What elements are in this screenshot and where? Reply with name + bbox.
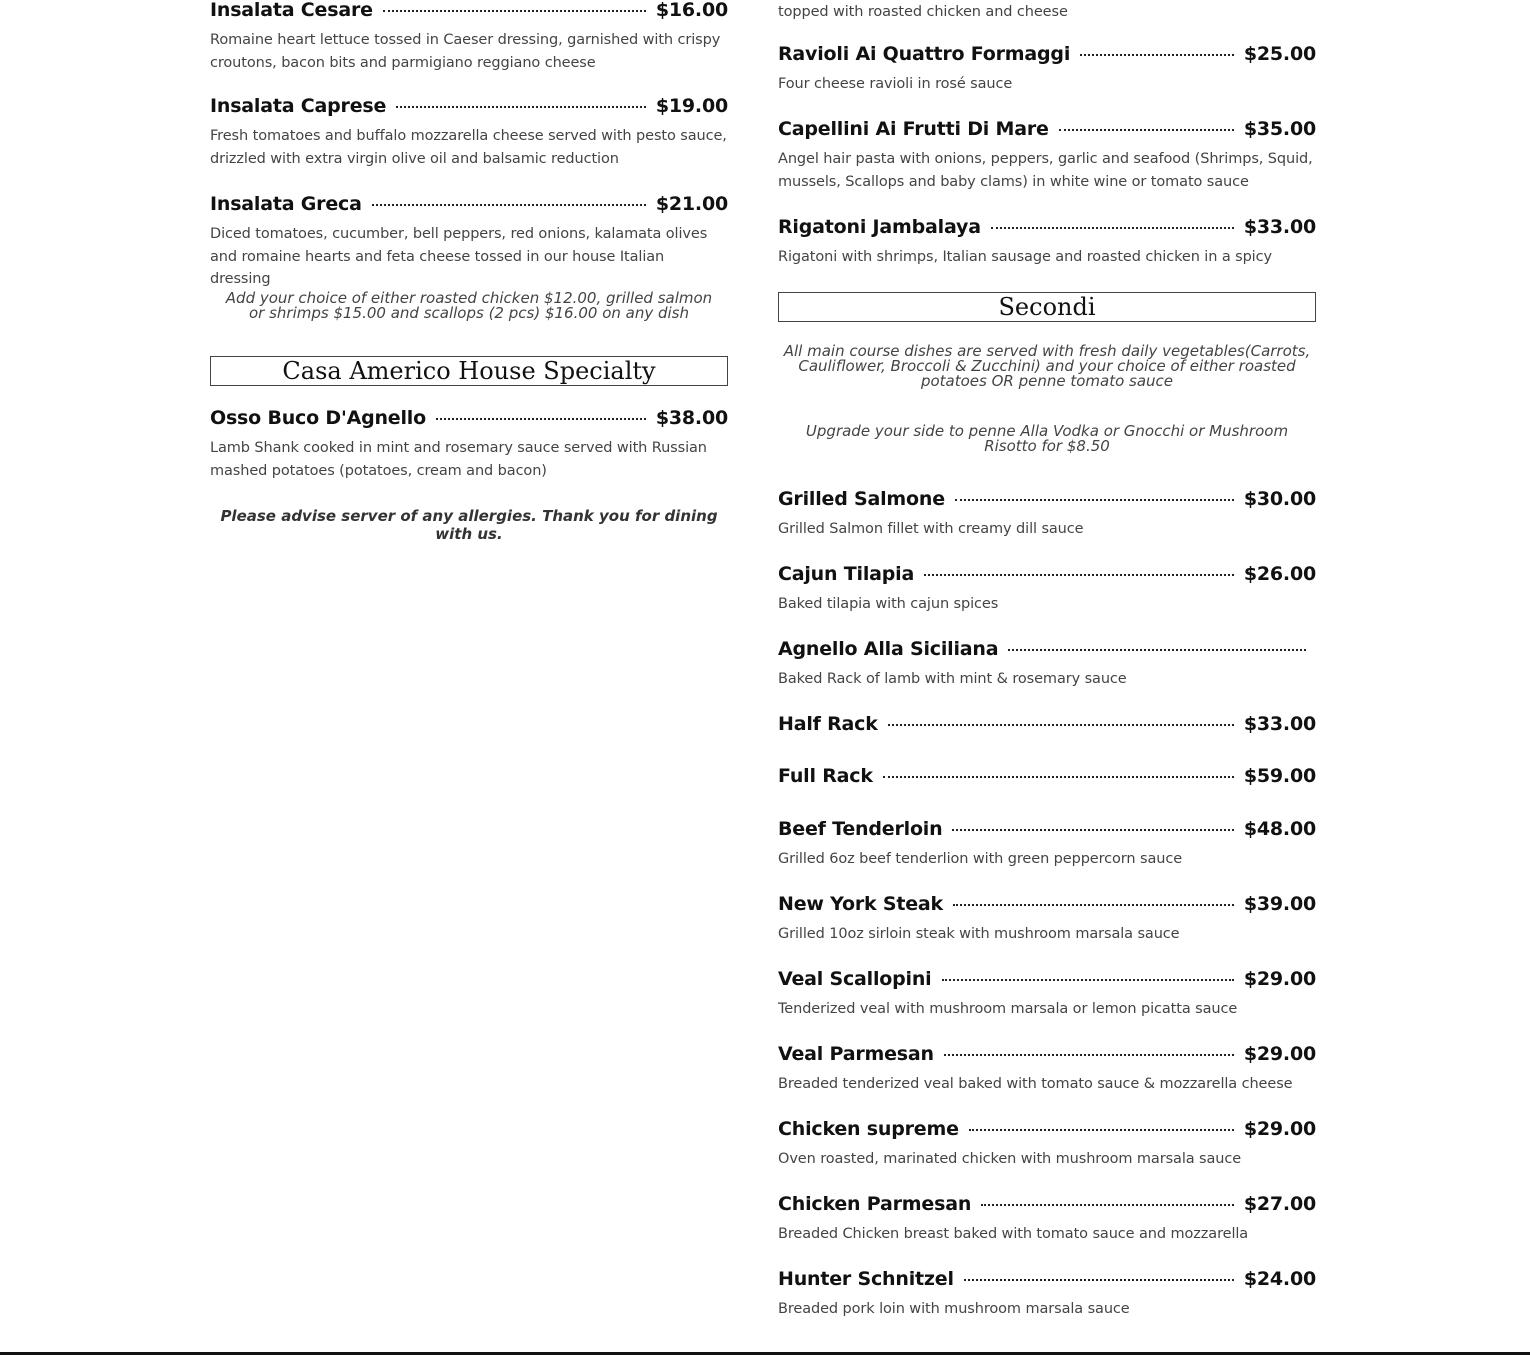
item-description: Breaded pork loin with mushroom marsala sauce	[778, 1301, 1130, 1317]
item-price: $33.00	[1243, 216, 1316, 238]
item-name: Ravioli Ai Quattro Formaggi	[778, 43, 1071, 65]
dotted-leader	[953, 904, 1234, 906]
item-price: $59.00	[1243, 765, 1316, 787]
item-price: $21.00	[655, 193, 728, 215]
item-price: $27.00	[1243, 1193, 1316, 1215]
item-description: Oven roasted, marinated chicken with mushroom marsala sauce	[778, 1151, 1242, 1167]
dotted-leader	[436, 418, 646, 420]
dotted-leader	[991, 227, 1234, 229]
secondi-sides-note: All main course dishes are served with fresh daily vegetables(Carrots, Cauliflower, Broccoli & Zucchini) and your choice of either roasted potatoes OR penne tomato sauce	[783, 342, 1311, 390]
allergy-note: Please advise server of any allergies. Thank you for dining with us.	[220, 507, 718, 543]
item-price: $26.00	[1243, 563, 1316, 585]
menu-item-full-rack	[778, 763, 1316, 789]
item-price: $29.00	[1243, 1118, 1316, 1140]
dotted-leader	[888, 724, 1234, 726]
dotted-leader	[964, 1279, 1234, 1281]
item-name: Hunter Schnitzel	[778, 1268, 954, 1290]
menu-item-insalata-caprese	[210, 93, 728, 170]
menu-item-half-rack	[778, 711, 1316, 737]
menu-item-rigatoni	[778, 214, 1316, 269]
dotted-leader	[955, 499, 1234, 501]
menu-item-grilled-salmone	[778, 486, 1316, 541]
menu-item-new-york-steak	[778, 891, 1316, 946]
item-description: Grilled 6oz beef tenderlion with green peppercorn sauce	[778, 851, 1183, 867]
item-name: Half Rack	[778, 713, 878, 735]
item-name: Beef Tenderloin	[778, 818, 943, 840]
item-description: Four cheese ravioli in rosé sauce	[778, 76, 1013, 92]
dotted-leader	[383, 10, 646, 12]
dotted-leader	[969, 1129, 1234, 1131]
dotted-leader	[924, 574, 1234, 576]
item-name: New York Steak	[778, 893, 943, 915]
secondi-upgrade-note: Upgrade your side to penne Alla Vodka or Gnocchi or Mushroom Risotto for $8.50	[805, 422, 1289, 455]
item-name: Veal Parmesan	[778, 1043, 934, 1065]
item-description: Angel hair pasta with onions, peppers, garlic and seafood (Shrimps, Squid, mussels, Scallops and baby clams) in white wine or tomato sauce	[778, 151, 1313, 190]
menu-item-beef-tenderloin	[778, 816, 1316, 871]
item-description: Tenderized veal with mushroom marsala or lemon picatta sauce	[778, 1001, 1238, 1017]
item-description: Romaine heart lettuce tossed in Caeser dressing, garnished with crispy croutons, bacon bits and parmigiano reggiano cheese	[210, 32, 721, 71]
menu-item-insalata-cesare	[210, 0, 728, 74]
item-price: $35.00	[1243, 118, 1316, 140]
dotted-leader	[1008, 649, 1306, 651]
dotted-leader	[981, 1204, 1234, 1206]
item-price: $30.00	[1243, 488, 1316, 510]
item-description: Grilled 10oz sirloin steak with mushroom marsala sauce	[778, 926, 1180, 942]
menu-item-chicken-supreme	[778, 1116, 1316, 1171]
continued-description: topped with roasted chicken and cheese	[778, 4, 1068, 20]
dotted-leader	[372, 204, 646, 206]
menu-item-osso-buco	[210, 405, 728, 482]
item-name: Grilled Salmone	[778, 488, 945, 510]
menu-item-ravioli	[778, 41, 1316, 96]
item-description: Breaded Chicken breast baked with tomato sauce and mozzarella	[778, 1226, 1249, 1242]
item-name: Cajun Tilapia	[778, 563, 915, 585]
menu-item-insalata-greca	[210, 191, 728, 291]
menu-item-capellini	[778, 116, 1316, 193]
dotted-leader	[942, 979, 1234, 981]
menu-item-veal-scallopini	[778, 966, 1316, 1021]
dotted-leader	[1059, 129, 1234, 131]
item-price: $48.00	[1243, 818, 1316, 840]
item-price: $16.00	[655, 0, 728, 21]
menu-item-chicken-parmesan	[778, 1191, 1316, 1246]
item-name: Osso Buco D'Agnello	[210, 407, 426, 429]
item-price: $19.00	[655, 95, 728, 117]
item-description: Rigatoni with shrimps, Italian sausage and roasted chicken in a spicy	[778, 249, 1272, 265]
item-price: $25.00	[1243, 43, 1316, 65]
menu-item-hunter-schnitzel	[778, 1266, 1316, 1321]
item-description: Baked tilapia with cajun spices	[778, 596, 999, 612]
menu-item-cajun-tilapia	[778, 561, 1316, 616]
menu-item-veal-parmesan	[778, 1041, 1316, 1096]
section-heading-secondi: Secondi	[778, 292, 1316, 322]
add-on-note: Add your choice of either roasted chicken $12.00, grilled salmon or shrimps $15.00 and scallops (2 pcs) $16.00 on any dish	[225, 289, 713, 322]
item-description: Baked Rack of lamb with mint & rosemary sauce	[778, 671, 1127, 687]
dotted-leader	[883, 776, 1234, 778]
item-name: Full Rack	[778, 765, 873, 787]
item-name: Capellini Ai Frutti Di Mare	[778, 118, 1049, 140]
item-name: Insalata Greca	[210, 193, 362, 215]
item-name: Agnello Alla Siciliana	[778, 638, 999, 660]
item-description: Fresh tomatoes and buffalo mozzarella cheese served with pesto sauce, drizzled with extra virgin olive oil and balsamic reduction	[210, 128, 727, 167]
item-name: Chicken supreme	[778, 1118, 959, 1140]
item-price: $24.00	[1243, 1268, 1316, 1290]
item-price: $29.00	[1243, 1043, 1316, 1065]
item-name: Veal Scallopini	[778, 968, 932, 990]
item-description: Breaded tenderized veal baked with tomato sauce & mozzarella cheese	[778, 1076, 1293, 1092]
item-name: Insalata Caprese	[210, 95, 387, 117]
dotted-leader	[952, 829, 1233, 831]
item-description: Lamb Shank cooked in mint and rosemary sauce served with Russian mashed potatoes (potatoes, cream and bacon)	[210, 440, 707, 479]
dotted-leader	[1080, 54, 1234, 56]
item-price: $33.00	[1243, 713, 1316, 735]
item-description: Diced tomatoes, cucumber, bell peppers, red onions, kalamata olives and romaine hearts and feta cheese tossed in our house Italian dressing	[210, 226, 708, 287]
item-price: $29.00	[1243, 968, 1316, 990]
menu-item-agnello-alla-siciliana	[778, 636, 1316, 691]
dotted-leader	[944, 1054, 1234, 1056]
dotted-leader	[396, 106, 646, 108]
item-price: $39.00	[1243, 893, 1316, 915]
item-price: $38.00	[655, 407, 728, 429]
item-name: Insalata Cesare	[210, 0, 373, 21]
item-description: Grilled Salmon fillet with creamy dill sauce	[778, 521, 1084, 537]
item-name: Chicken Parmesan	[778, 1193, 972, 1215]
item-name: Rigatoni Jambalaya	[778, 216, 981, 238]
section-heading-house-specialty: Casa Americo House Specialty	[210, 356, 728, 386]
